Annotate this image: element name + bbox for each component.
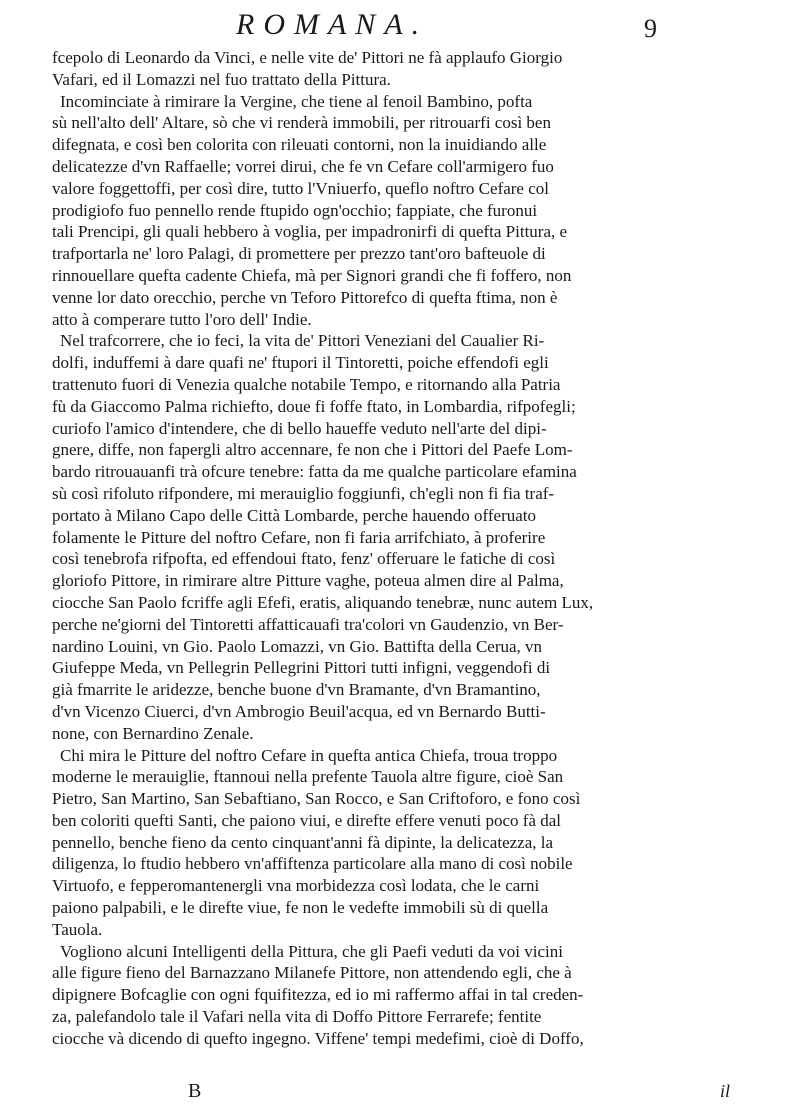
- text-line: d'vn Vicenzo Ciuerci, d'vn Ambrogio Beuil'acqua, ed vn Bernardo Butti-: [52, 701, 546, 721]
- text-line: ben coloriti quefti Santi, che paiono viui, e direfte effere venuti poco fà dal: [52, 810, 562, 830]
- text-line: paiono palpabili, e le direfte viue, fe non le vedefte immobili sù di quella: [52, 898, 549, 918]
- page-number: 9: [644, 14, 657, 43]
- text-line: già fmarrite le aridezze, benche buone d'vn Bramante, d'vn Bramantino,: [52, 680, 541, 700]
- text-line: nardino Louini, vn Gio. Paolo Lomazzi, vn Gio. Battifta della Cerua, vn: [52, 636, 543, 656]
- text-line: alle figure fieno del Barnazzano Milanefe Pittore, non attendendo egli, che à: [52, 963, 572, 983]
- text-line: difegnata, e così ben colorita con rileuati contorni, non la inuidiando alle: [52, 135, 547, 155]
- text-line: Vafari, ed il Lomazzi nel fuo trattato della Pittura.: [52, 69, 391, 89]
- text-line: fù da Giaccomo Palma richiefto, doue fi foffe ftato, in Lombardia, rifpofegli;: [52, 396, 576, 416]
- text-line: ciocche San Paolo fcriffe agli Efefi, eratis, aliquando tenebræ, nunc autem Lux,: [52, 592, 594, 612]
- text-line: ciocche và dicendo di quefto ingegno. Viffene' tempi medefimi, cioè di Doffo,: [52, 1028, 584, 1048]
- text-line: delicatezze d'vn Raffaelle; vorrei dirui, che fe vn Cefare coll'armigero fuo: [52, 156, 554, 176]
- text-line: sù nell'alto dell' Altare, sò che vi renderà immobili, per ritrouarfi così ben: [52, 113, 551, 133]
- text-line: bardo ritrouauanfi trà ofcure tenebre: fatta da me qualche particolare efamina: [52, 462, 577, 482]
- text-line: perche ne'giorni del Tintoretti affatticauafi tra'colori vn Gaudenzio, vn Ber-: [52, 614, 564, 634]
- running-head: ROMANA.: [236, 8, 429, 41]
- text-line: Vogliono alcuni Intelligenti della Pittura, che gli Paefi veduti da voi vicini: [60, 941, 563, 961]
- text-line: trattenuto fuori di Venezia qualche notabile Tempo, e ritornando alla Patria: [52, 374, 561, 394]
- text-line: trafportarla ne' loro Palagi, di promettere per prezzo tant'oro bafteuole di: [52, 244, 546, 264]
- text-line: Incominciate à rimirare la Vergine, che tiene al fenoil Bambino, pofta: [60, 91, 533, 111]
- catchword: il: [720, 1081, 731, 1101]
- text-line: così tenebrofa rifpofta, ed effendoui ftato, fenz' offeruare le fatiche di così: [52, 549, 556, 569]
- text-line: dipignere Bofcaglie con ogni fquifitezza, ed io mi raffermo affai in tal creden-: [52, 985, 584, 1005]
- signature-mark: B: [188, 1080, 202, 1102]
- text-line: sù così rifoluto rifpondere, mi merauiglio foggiunfi, ch'egli non fi fia traf-: [52, 483, 555, 503]
- text-line: Virtuofo, e fepperomantenergli vna morbidezza così lodata, che le carni: [52, 876, 540, 896]
- text-line: gloriofo Pittore, in rimirare altre Pitture vaghe, poteua almen dire al Palma,: [52, 571, 564, 591]
- text-line: venne lor dato orecchio, perche vn Teforo Pittorefco di quefta ftima, non è: [52, 287, 558, 307]
- text-line: pennello, benche fieno da cento cinquant'anni fà dipinte, la delicatezza, la: [52, 832, 554, 852]
- text-line: za, palefandolo tale il Vafari nella vita di Doffo Pittore Ferrarefe; fentite: [52, 1007, 542, 1027]
- text-line: portato à Milano Capo delle Città Lombarde, perche hauendo offeruato: [52, 505, 537, 525]
- text-line: Pietro, San Martino, San Sebaftiano, San Rocco, e San Criftoforo, e fono così: [52, 789, 581, 809]
- text-line: valore foggettoffi, per così dire, tutto l'Vniuerfo, queflo noftro Cefare col: [52, 178, 550, 198]
- body-text: [52, 47, 768, 1050]
- text-line: Nel trafcorrere, che io feci, la vita de' Pittori Veneziani del Caualier Ri-: [60, 331, 545, 351]
- text-line: Giufeppe Meda, vn Pellegrin Pellegrini Pittori tutti infigni, veggendofi di: [52, 658, 551, 678]
- text-line: prodigiofo fuo pennello rende ftupido ogn'occhio; fappiate, che furonui: [52, 200, 538, 220]
- text-line: atto à comperare tutto l'oro dell' Indie.: [52, 309, 312, 329]
- text-line: tali Prencipi, gli quali hebbero à voglia, per impadronirfi di quefta Pittura, e: [52, 222, 568, 242]
- text-line: dolfi, induffemi à dare quafi ne' ftupori il Tintoretti, poiche effendofi egli: [52, 353, 549, 373]
- text-line: moderne le merauiglie, ftannoui nella prefente Tauola altre figure, cioè San: [52, 767, 564, 787]
- page-header: [0, 8, 800, 42]
- text-line: fcepolo di Leonardo da Vinci, e nelle vite de' Pittori ne fà applaufo Giorgio: [52, 48, 563, 67]
- text-line: gnere, diffe, non fapergli altro accennare, fe non che i Pittori del Paefe Lom-: [52, 440, 573, 460]
- text-line: folamente le Pitture del noftro Cefare, non fi faria arrifchiato, à proferire: [52, 527, 546, 547]
- text-line: Tauola.: [52, 919, 103, 939]
- text-line: rinnouellare quefta cadente Chiefa, mà per Signori grandi che fi foffero, non: [52, 265, 572, 285]
- text-line: none, con Bernardino Zenale.: [52, 723, 254, 743]
- text-line: curiofo l'amico d'intendere, che di bello haueffe veduto nell'arte del dipi-: [52, 418, 547, 438]
- text-line: Chi mira le Pitture del noftro Cefare in quefta antica Chiefa, troua troppo: [60, 745, 558, 765]
- page-footer: [0, 1080, 800, 1104]
- text-line: diligenza, lo ftudio hebbero vn'affiftenza particolare alla mano di così nobile: [52, 854, 573, 874]
